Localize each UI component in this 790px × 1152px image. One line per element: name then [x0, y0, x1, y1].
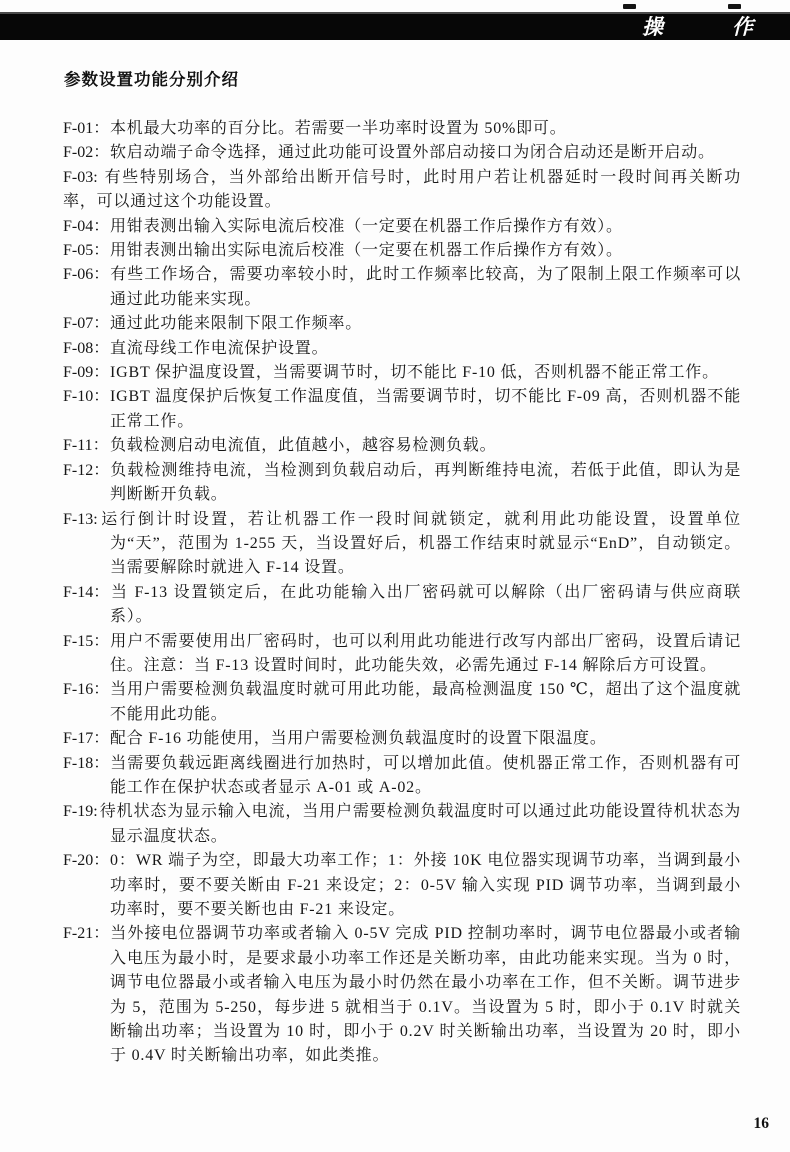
- param-text: 运行倒计时设置，若让机器工作一段时间就锁定，就利用此功能设置，设置单位为“天”，范围为 1-255 天，当设置好后，机器工作结束时就显示“EnD”，自动锁定。当需要解除时就进入 F-14 设置。: [99, 510, 741, 577]
- param-item-F-10: [63, 385, 741, 434]
- param-label: F-10：: [63, 388, 110, 406]
- param-label: F-04：: [63, 217, 110, 235]
- param-label: F-09：: [63, 364, 110, 382]
- param-text: 当用户需要检测负载温度时就可用此功能，最高检测温度 150 ℃，超出了这个温度就不能用此功能。: [110, 681, 741, 723]
- param-label: F-20：: [63, 852, 110, 870]
- param-item-F-17: [63, 727, 741, 751]
- param-text: 当外接电位器调节功率或者输入 0-5V 完成 PID 控制功率时，调节电位器最小或者输入电压为最小时，是要求最小功率工作还是关断功率，由此功能来实现。当为 0 时，调节电位器最小或者输入电压为最小时仍然在最小功率在工作，但不关断。调节进步为 5，范围为 5-250，每步进 5 就相当于 0.1V。当设置为 5 时，即小于 0.1V 时就关断输出功率；当设置为 10 时，即小于 0.2V 时关断输出功率，当设置为 20 时，即小于 0.4V 时关断输出功率，如此类推。: [110, 925, 741, 1065]
- scan-artifact-mark: [728, 4, 741, 9]
- section-char-2: 作: [732, 16, 754, 39]
- param-label: F-08：: [63, 339, 110, 357]
- param-label: F-05：: [63, 242, 110, 260]
- param-text: 本机最大功率的百分比。若需要一半功率时设置为 50%即可。: [110, 120, 567, 137]
- param-item-F-08: [63, 337, 741, 361]
- param-item-F-14: [63, 581, 741, 630]
- param-text: 用钳表测出输出实际电流后校准（一定要在机器工作后操作方有效）。: [110, 242, 623, 260]
- param-label: F-16：: [63, 681, 110, 699]
- param-item-F-05: [63, 239, 741, 263]
- param-item-F-21: [63, 922, 741, 1068]
- param-text: 负载检测启动电流值，此值越小，越容易检测负载。: [110, 437, 497, 455]
- param-label: F-07：: [63, 315, 110, 333]
- param-label: F-03:: [63, 168, 98, 186]
- param-label: F-19:: [63, 803, 98, 821]
- param-text: 有些特别场合，当外部给出断开信号时，此时用户若让机器延时一段时间再关断功率，可以通过这个功能设置。: [63, 168, 741, 211]
- param-text: IGBT 保护温度设置，当需要调节时，切不能比 F-10 低，否则机器不能正常工作。: [110, 364, 719, 382]
- param-text: 待机状态为显示输入电流，当用户需要检测负载温度时可以通过此功能设置待机状态为显示温度状态。: [99, 803, 741, 845]
- param-label: F-02：: [63, 144, 110, 162]
- param-text: 0：WR 端子为空，即最大功率工作；1：外接 10K 电位器实现调节功率，当调到最小功率时，要不要关断由 F-21 来设定；2：0-5V 输入实现 PID 调节功率，当调到最小功率时，要不要关断也由 F-21 来设定。: [110, 852, 741, 918]
- param-text: 当 F-13 设置锁定后，在此功能输入出厂密码就可以解除（出厂密码请与供应商联系）。: [110, 583, 741, 626]
- param-text: 配合 F-16 功能使用，当用户需要检测负载温度时的设置下限温度。: [110, 730, 607, 748]
- param-text: 有些工作场合，需要功率较小时，此时工作频率比较高，为了限制上限工作频率可以通过此功能来实现。: [110, 266, 741, 308]
- param-item-F-12: [63, 459, 741, 508]
- param-text: 当需要负载远距离线圈进行加热时，可以增加此值。使机器正常工作，否则机器有可能工作在保护状态或者显示 A-01 或 A-02。: [110, 754, 741, 796]
- param-item-F-20: [63, 849, 741, 922]
- section-header-title: [642, 12, 754, 40]
- param-item-F-13: [63, 508, 741, 581]
- param-text: 直流母线工作电流保护设置。: [110, 339, 329, 357]
- param-item-F-15: [63, 630, 741, 679]
- param-label: F-21：: [63, 925, 110, 943]
- param-label: F-17：: [63, 730, 110, 748]
- param-label: F-11：: [63, 437, 109, 455]
- param-item-F-16: [63, 678, 741, 727]
- param-text: 用钳表测出输入实际电流后校准（一定要在机器工作后操作方有效）。: [110, 217, 623, 235]
- param-label: F-01：: [63, 120, 110, 137]
- page-number: 16: [753, 1115, 769, 1132]
- param-text: IGBT 温度保护后恢复工作温度值，当需要调节时，切不能比 F-09 高，否则机器不能正常工作。: [110, 388, 741, 430]
- param-item-F-01: [63, 117, 741, 141]
- param-text: 软启动端子命令选择，通过此功能可设置外部启动接口为闭合启动还是断开启动。: [110, 144, 715, 162]
- page-title: 参数设置功能分别介绍: [64, 71, 239, 89]
- param-item-F-07: [63, 312, 741, 336]
- param-list: [63, 117, 741, 1069]
- param-text: 通过此功能来限制下限工作频率。: [110, 315, 363, 333]
- param-label: F-06：: [63, 266, 110, 284]
- param-text: 负载检测维持电流，当检测到负载启动后，再判断维持电流，若低于此值，即认为是判断断开负载。: [110, 461, 741, 504]
- param-item-F-06: [63, 263, 741, 312]
- param-item-F-19: [63, 800, 741, 849]
- param-label: F-12：: [63, 461, 110, 479]
- param-label: F-13:: [63, 510, 98, 528]
- section-char-1: 操: [642, 16, 664, 39]
- param-item-F-03: [63, 166, 741, 215]
- param-item-F-11: [63, 434, 741, 458]
- param-label: F-15：: [63, 632, 110, 650]
- param-label: F-18：: [63, 754, 110, 772]
- param-item-F-18: [63, 752, 741, 801]
- param-item-F-04: [63, 215, 741, 239]
- scan-artifact-mark: [623, 4, 636, 9]
- param-text: 用户不需要使用出厂密码时，也可以利用此功能进行改写内部出厂密码，设置后请记住。注意：当 F-13 设置时间时，此功能失效，必需先通过 F-14 解除后方可设置。: [110, 632, 741, 674]
- param-item-F-02: [63, 141, 741, 165]
- param-item-F-09: [63, 361, 741, 385]
- param-label: F-14：: [63, 583, 110, 601]
